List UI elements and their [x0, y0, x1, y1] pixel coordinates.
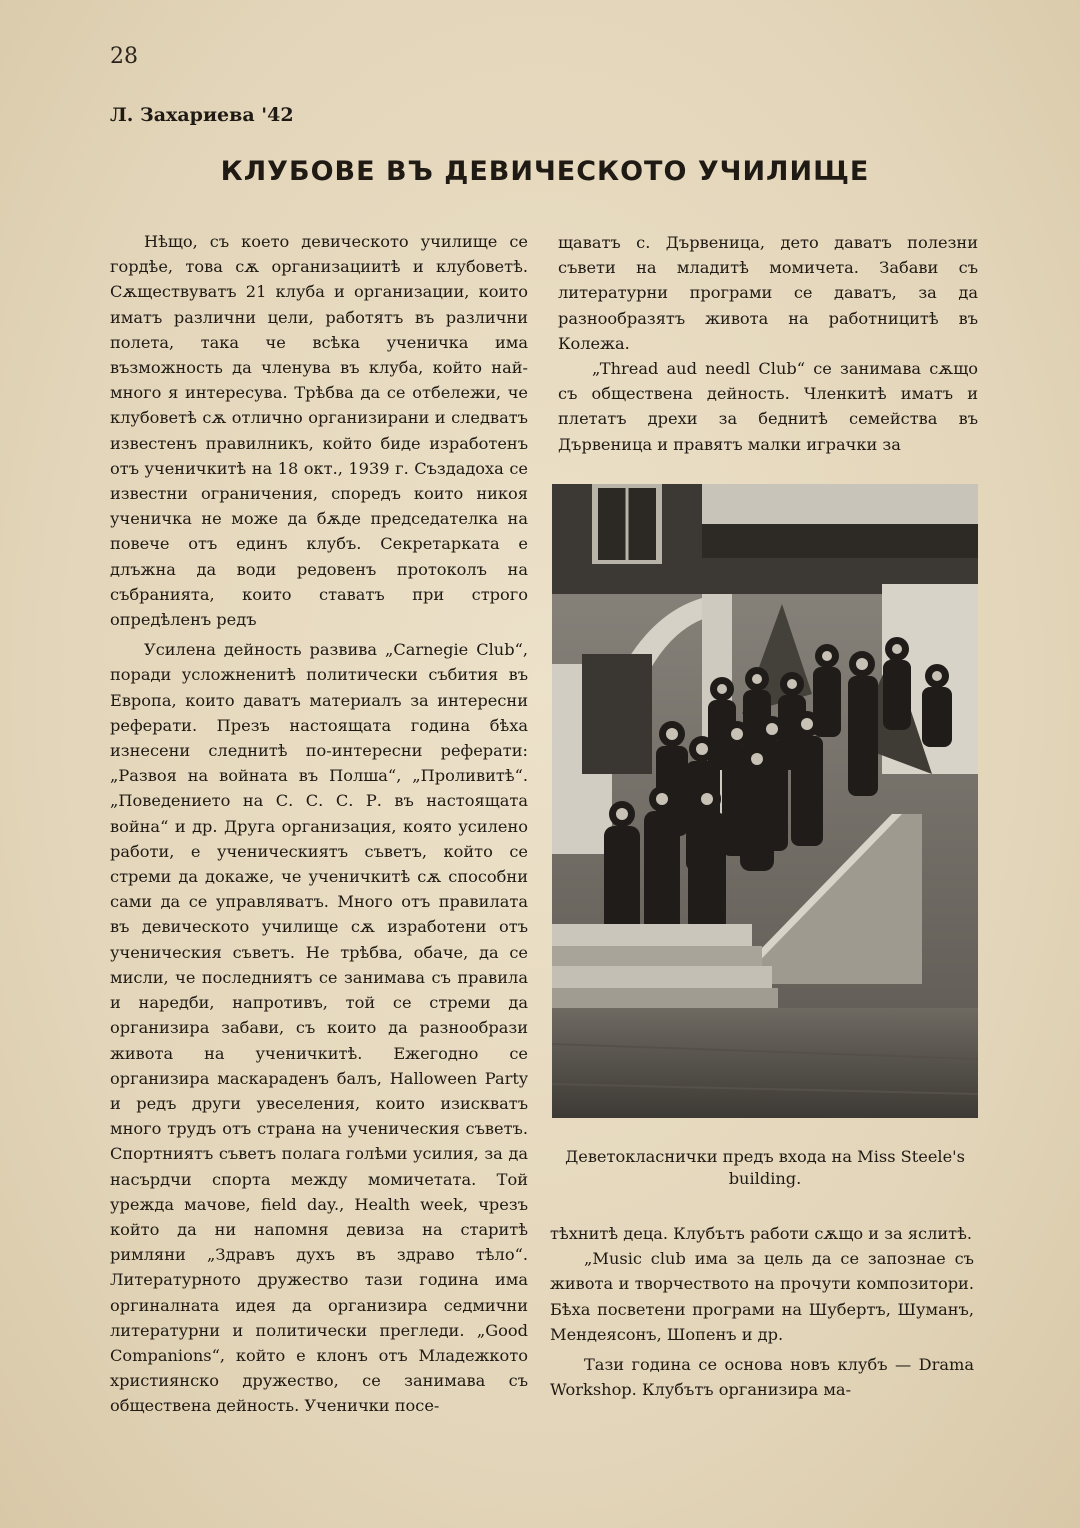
paragraph: Усилена дейность развива „Carnegie Club“, поради усложненитѣ политически събития въ Европа, които даватъ материалъ за интересни реферати. Презъ настоящата година бѣха изнесени следнитѣ по-интересни реферати: „Развоя на войната въ Полша“, „Проливитѣ“. „Поведението на С. С. С. Р. въ настоящата война“ и др. Друга организация, която усилено работи, е ученическиятъ съветъ, който се стреми да докаже, че ученичкитѣ сѫ способни сами да се управляватъ. Много отъ правилата въ девическото училище сѫ изработени отъ ученическия съветъ. Не трѣбва, обаче, да се мисли, че последниятъ се занимава съ правила и наредби, напротивъ, той се стреми да организира забави, съ които да разнообрази живота на ученичкитѣ. Ежегодно се организира маскараденъ балъ, Halloween Party и редъ други увеселения, които изискватъ много трудъ отъ страна на ученическия съветъ. Спортниятъ съветъ полага голѣми усилия, за да насърдчи спорта между момичетата. Той урежда мачове, field day., Health week, чрезъ който да ни напомня девиза на старитѣ римляни „Здравъ духъ въ здраво тѣло“. Литературното дружество тази година има оргиналната идея да организира седмични литературни и политически прегледи. „Good Companions“, който е клонъ отъ Младежкото християнско дружество, се занимава съ обществена дейность. Ученички посе-: [110, 640, 528, 1416]
paragraph: „Music club има за цель да се запознае съ живота и творчеството на прочути композитори. Бѣха посветени програми на Шубертъ, Шуманъ, Мендеясонъ, Шопенъ и др.: [550, 1249, 974, 1344]
paragraph: Тази година се основа новъ клубъ — Drama Workshop. Клубътъ организира ма-: [550, 1355, 974, 1400]
group-photo: [552, 484, 978, 1118]
photo-caption: Деветокласнички предъ входа на Miss Steele's building.: [565, 1147, 965, 1188]
paragraph: Нѣщо, съ което девическото училище се гордѣе, това сѫ организациитѣ и клубоветѣ. Сѫществуватъ 21 клуба и организации, които иматъ различни цели, работятъ въ различни полета, така че всѣка ученичка има възможность да членува въ клуба, който най-много я интересува. Трѣбва да се отбележи, че клубоветѣ сѫ отлично организирани и следватъ известенъ правилникъ, който биде изработенъ отъ ученичкитѣ на 18 окт., 1939 г. Създадоха се известни ограничения, споредъ които никоя ученичка не може да бѫде председателка на повече отъ единъ клубъ. Секретарката е длъжна да води редовенъ протоколъ на събранията, които ставатъ при строго опредѣленъ редъ: [110, 232, 528, 630]
page-number: 28: [110, 44, 138, 69]
paragraph-continuation: щаватъ с. Дървеница, дето даватъ полезни съвети на младитѣ момичета. Забави съ литературни програми се даватъ, за да разнообразятъ живота на работницитѣ въ Колежа.: [558, 233, 978, 353]
paragraph: „Thread aud needl Club“ се занимава сѫщо съ обществена дейность. Членкитѣ иматъ и плетатъ дрехи за беднитѣ семейства въ Дървеница и правятъ малки играчки за: [558, 359, 978, 454]
article-title: КЛУБОВЕ ВЪ ДЕВИЧЕСКОТО УЧИЛИЩЕ: [220, 156, 870, 187]
right-column-bottom: [550, 1221, 974, 1402]
article-author: Л. Захариева '42: [110, 104, 294, 126]
paragraph-continuation: тѣхнитѣ деца. Клубътъ работи сѫщо и за яслитѣ.: [550, 1224, 973, 1243]
right-column-top: [558, 230, 978, 457]
left-column: [110, 229, 528, 1419]
